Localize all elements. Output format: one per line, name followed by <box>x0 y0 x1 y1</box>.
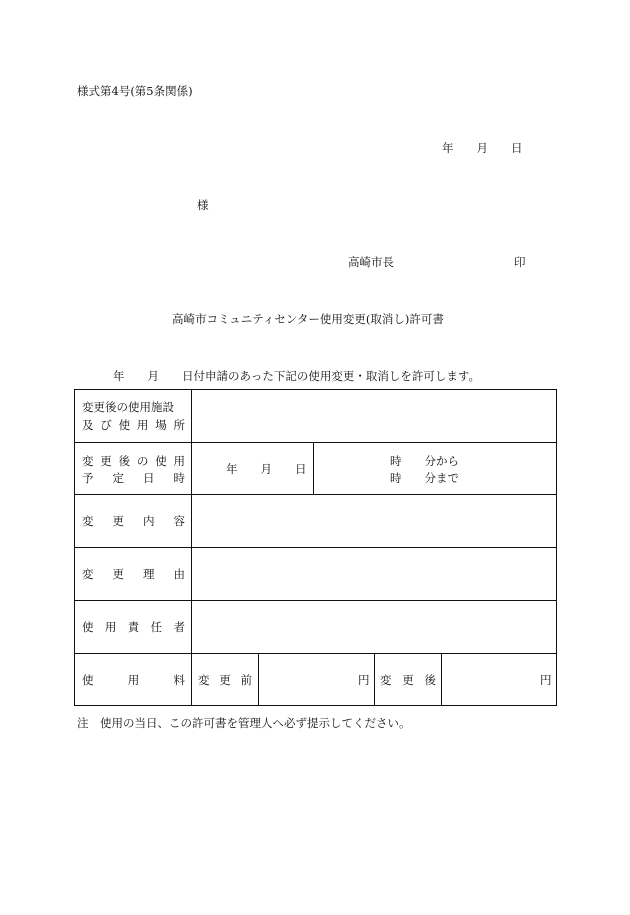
table-grid <box>74 389 557 706</box>
facility-label-line2: 及 び 使 用 場 所 <box>82 418 185 432</box>
schedule-label-line2: 予 定 日 時 <box>82 471 185 485</box>
change-content-label: 変 更 内 容 <box>82 514 185 528</box>
yen-after: 円 <box>540 673 552 687</box>
note: 注 使用の当日、この許可書を管理人へ必ず提示してください。 <box>77 716 411 730</box>
facility-label-line1: 変更後の使用施設 <box>82 400 174 414</box>
responsible-person-label: 使 用 責 任 者 <box>82 620 185 634</box>
after-label: 変 更 後 <box>380 673 436 687</box>
schedule-date: 年 月 日 <box>226 462 307 476</box>
yen-before: 円 <box>358 673 370 687</box>
addressee-suffix: 様 <box>197 198 209 212</box>
schedule-label-line1: 変 更 後 の 使 用 <box>82 454 185 468</box>
fee-label: 使 用 料 <box>82 673 185 687</box>
before-label: 変 更 前 <box>198 673 252 687</box>
time-from: 時 分から <box>390 454 459 468</box>
form-number: 様式第4号(第5条関係) <box>77 84 193 98</box>
date-line: 年 月 日 <box>442 141 523 155</box>
permit-table <box>74 389 557 706</box>
intro-text: 年 月 日付申請のあった下記の使用変更・取消しを許可します。 <box>113 369 480 383</box>
time-to: 時 分まで <box>390 471 459 485</box>
seal-mark: 印 <box>514 255 526 269</box>
document-title: 高崎市コミュニティセンター使用変更(取消し)許可書 <box>172 312 444 326</box>
issuer: 高崎市長 <box>348 255 394 269</box>
change-reason-label: 変 更 理 由 <box>82 567 185 581</box>
